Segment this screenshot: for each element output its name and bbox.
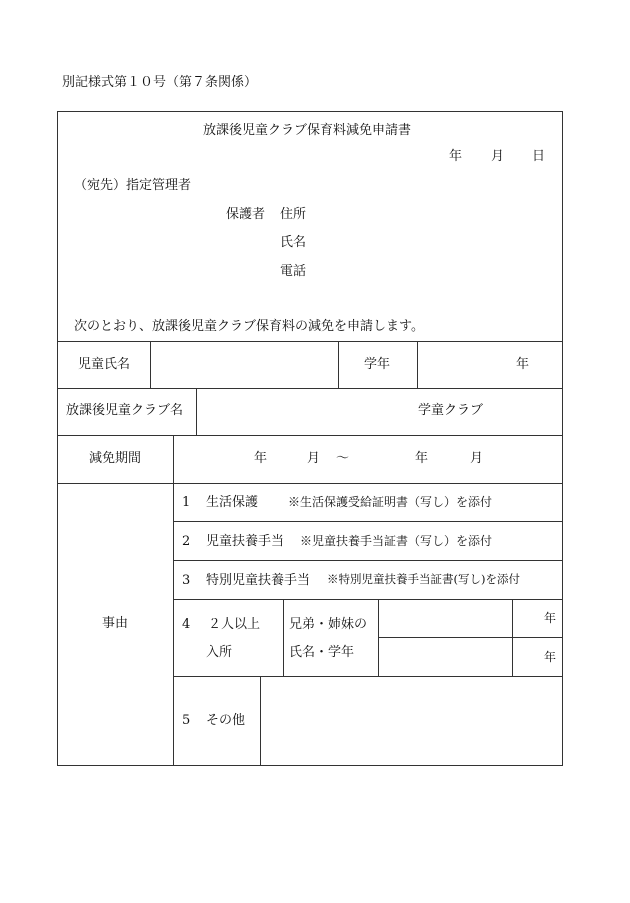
row-line-item3 bbox=[173, 560, 563, 561]
date-day-label: 日 bbox=[532, 149, 546, 164]
vline-child-name bbox=[150, 341, 151, 388]
grade-unit: 年 bbox=[516, 357, 530, 372]
item4-number: 4 bbox=[182, 617, 191, 632]
form-number: 別記様式第１０号（第７条関係） bbox=[62, 75, 258, 90]
item4-sibling-line2: 氏名・学年 bbox=[289, 645, 355, 660]
period-tilde: ～ bbox=[336, 451, 350, 466]
vline-item4-b bbox=[378, 599, 379, 676]
item5-text: その他 bbox=[206, 713, 246, 728]
reason-label: 事由 bbox=[102, 616, 129, 631]
item2-text: 児童扶養手当 bbox=[206, 534, 285, 549]
address-label: 住所 bbox=[280, 207, 307, 222]
item2-number: 2 bbox=[182, 534, 191, 549]
vline-item4-c bbox=[512, 599, 513, 676]
row-line-item2 bbox=[173, 521, 563, 522]
club-name-label: 放課後児童クラブ名 bbox=[66, 403, 184, 418]
vline-grade-label-left bbox=[338, 341, 339, 388]
item4-grade-unit-2: 年 bbox=[544, 650, 557, 664]
guardian-label: 保護者 bbox=[226, 207, 266, 222]
phone-label: 電話 bbox=[280, 264, 307, 279]
addressee: （宛先）指定管理者 bbox=[74, 178, 192, 193]
item4-sibling-line1: 兄弟・姉妹の bbox=[289, 617, 368, 632]
item1-number: 1 bbox=[182, 495, 191, 510]
request-text: 次のとおり、放課後児童クラブ保育料の減免を申請します。 bbox=[74, 319, 424, 334]
row-line-item5 bbox=[173, 676, 563, 677]
item4-text-line2: 入所 bbox=[206, 645, 233, 660]
date-month-label: 月 bbox=[491, 149, 505, 164]
child-name-label: 児童氏名 bbox=[78, 357, 131, 372]
row-line-child bbox=[57, 341, 563, 342]
item3-text: 特別児童扶養手当 bbox=[206, 573, 311, 588]
table-right-border bbox=[562, 111, 563, 766]
item3-number: 3 bbox=[182, 573, 191, 588]
table-top-border bbox=[57, 111, 563, 112]
item4-text-line1: ２人以上 bbox=[208, 617, 261, 632]
item3-note: ※特別児童扶養手当証書(写し)を添付 bbox=[327, 572, 520, 586]
club-suffix: 学童クラブ bbox=[418, 403, 484, 418]
date-year-label: 年 bbox=[449, 149, 463, 164]
row-line-item4 bbox=[173, 599, 563, 600]
period-end-month: 月 bbox=[470, 451, 484, 466]
name-label: 氏名 bbox=[280, 235, 307, 250]
grade-label: 学年 bbox=[364, 357, 391, 372]
item2-note: ※児童扶養手当証書（写し）を添付 bbox=[300, 534, 493, 548]
item1-text: 生活保護 bbox=[206, 495, 259, 510]
vline-period-reason bbox=[173, 435, 174, 766]
row-line-period bbox=[57, 435, 563, 436]
row-line-item4-split bbox=[378, 637, 563, 638]
item5-number: 5 bbox=[182, 713, 191, 728]
item4-grade-unit-1: 年 bbox=[544, 611, 557, 625]
vline-item4-a bbox=[283, 599, 284, 676]
row-line-reason bbox=[57, 483, 563, 484]
period-end-year: 年 bbox=[415, 451, 429, 466]
table-bottom-border bbox=[57, 765, 563, 766]
period-label: 減免期間 bbox=[89, 451, 142, 466]
table-left-border bbox=[57, 111, 58, 766]
vline-grade-label-right bbox=[417, 341, 418, 388]
item1-note: ※生活保護受給証明書（写し）を添付 bbox=[288, 495, 493, 509]
period-start-month: 月 bbox=[307, 451, 321, 466]
period-start-year: 年 bbox=[254, 451, 268, 466]
vline-item5 bbox=[260, 676, 261, 766]
vline-club bbox=[196, 388, 197, 435]
form-title: 放課後児童クラブ保育料減免申請書 bbox=[203, 123, 412, 138]
row-line-club bbox=[57, 388, 563, 389]
